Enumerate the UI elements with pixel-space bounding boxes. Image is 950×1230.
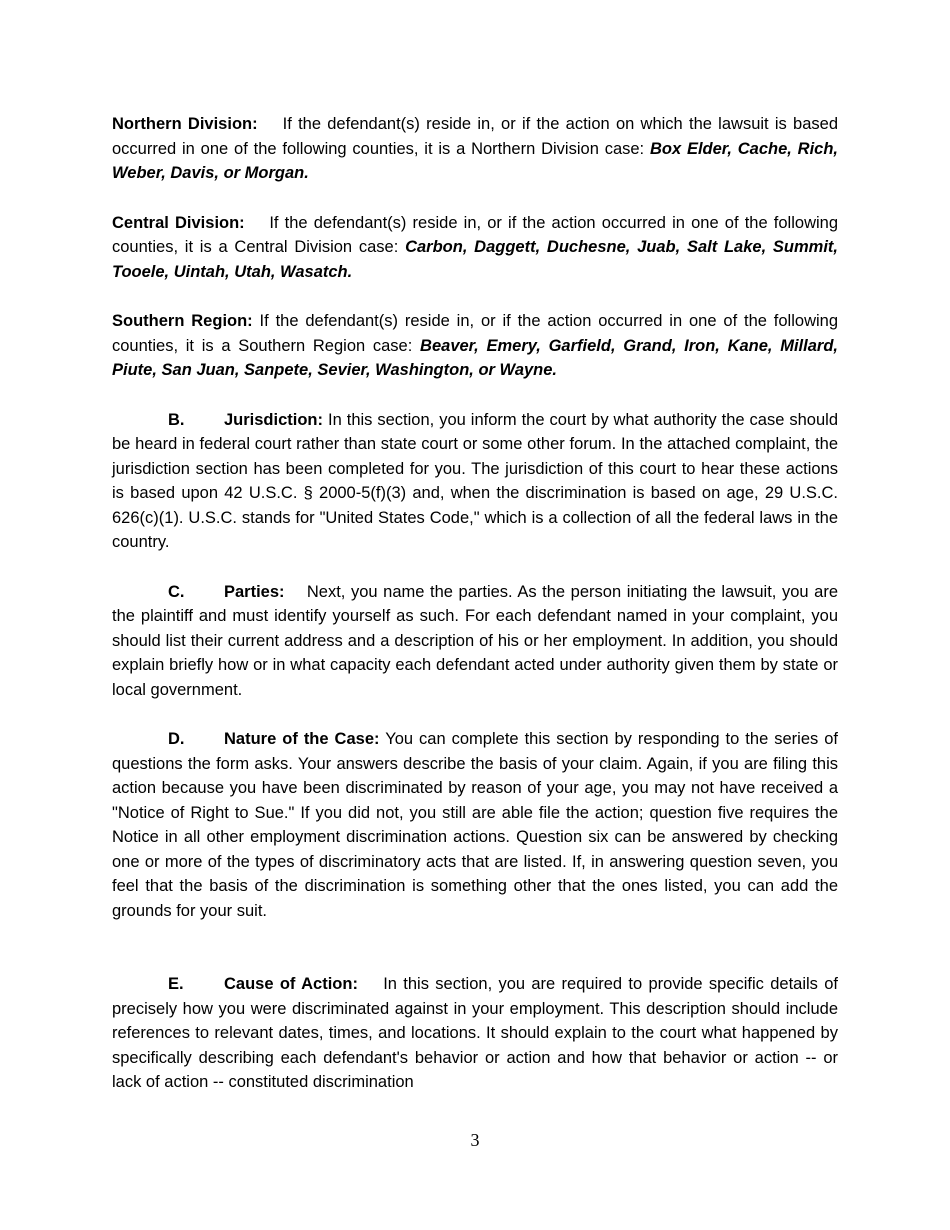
central-division-counties: Carbon, Daggett, Duchesne, Juab, Salt Lake, Summit, Tooele, Uintah, Utah, Wasatch. (112, 238, 839, 281)
section-d-heading: Nature of the Case: (224, 730, 380, 748)
northern-division-counties: Box Elder, Cache, Rich, Weber, Davis, or Morgan. (112, 139, 838, 182)
page-number: 3 (470, 1130, 480, 1150)
central-division-text: If the defendant(s) reside in, or if the action occurred in one of the following counties, it is a Central Division case: (112, 213, 839, 256)
southern-region-heading: Southern Region: (112, 312, 253, 330)
section-e-text: In this section, you are required to provide specific details of precisely how you were discriminated against in your employment. This description should include references to relevant dates, times, and locations. It should explain to the court what happened by specifically describing each defendant's behavior or action and how that behavior or action -- or lack of action -- constituted discrimination (112, 975, 839, 1091)
section-c-heading: Parties: (224, 582, 285, 601)
section-d-letter: D. (168, 730, 185, 748)
section-e-heading: Cause of Action: (224, 975, 358, 993)
section-b-letter: B. (168, 410, 185, 429)
southern-region-text: If the defendant(s) reside in, or if the action occurred in one of the following counties, it is a Southern Region case: (112, 312, 838, 355)
section-d-text: You can complete this section by responding to the series of questions the form asks. Your answers describe the basis of your claim. Again, if you are filing this action because you have been discriminated by reason of your age, you may not have received a "Notice of Right to Sue." If you did not, you still are able file the action; question five requires the Notice in all other employment discrimination actions. Question six can be answered by checking one or more of the types of discriminatory acts that are listed. If, in answering question seven, you feel that the basis of the discrimination is something other that the ones listed, you can add the grounds for your suit. (112, 730, 838, 920)
section-b-heading: Jurisdiction: (224, 410, 324, 429)
southern-region-paragraph (112, 309, 838, 383)
central-division-paragraph (112, 211, 838, 285)
document-page (112, 112, 838, 1120)
section-e-letter: E. (168, 975, 184, 993)
section-d-paragraph (112, 727, 838, 923)
central-division-heading: Central Division: (112, 213, 245, 232)
section-c-letter: C. (168, 582, 185, 601)
section-e-paragraph (112, 972, 838, 1095)
southern-region-counties: Beaver, Emery, Garfield, Grand, Iron, Kane, Millard, Piute, San Juan, Sanpete, Sevier, Washington, or Wayne. (112, 336, 838, 379)
section-b-paragraph (112, 408, 838, 555)
northern-division-paragraph (112, 112, 838, 186)
northern-division-text: If the defendant(s) reside in, or if the action on which the lawsuit is based occurred in one of the following counties, it is a Northern Division case: (112, 115, 838, 158)
section-b-text: In this section, you inform the court by what authority the case should be heard in federal court rather than state court or some other forum. In the attached complaint, the jurisdiction section has been completed for you. The jurisdiction of this court to hear these actions is based upon 42 U.S.C. § 2000-5(f)(3) and, when the discrimination is based on age, 29 U.S.C. 626(c)(1). U.S.C. stands for "United States Code," which is a collection of all the federal laws in the country. (112, 410, 838, 551)
section-c-text: Next, you name the parties. As the person initiating the lawsuit, you are the plaintiff and must identify yourself as such. For each defendant named in your complaint, you should list their current address and a description of his or her employment. In addition, you should explain briefly how or in what capacity each defendant acted under authority given them by state or local government. (112, 582, 838, 699)
northern-division-heading: Northern Division: (112, 115, 258, 133)
section-c-paragraph (112, 580, 838, 703)
